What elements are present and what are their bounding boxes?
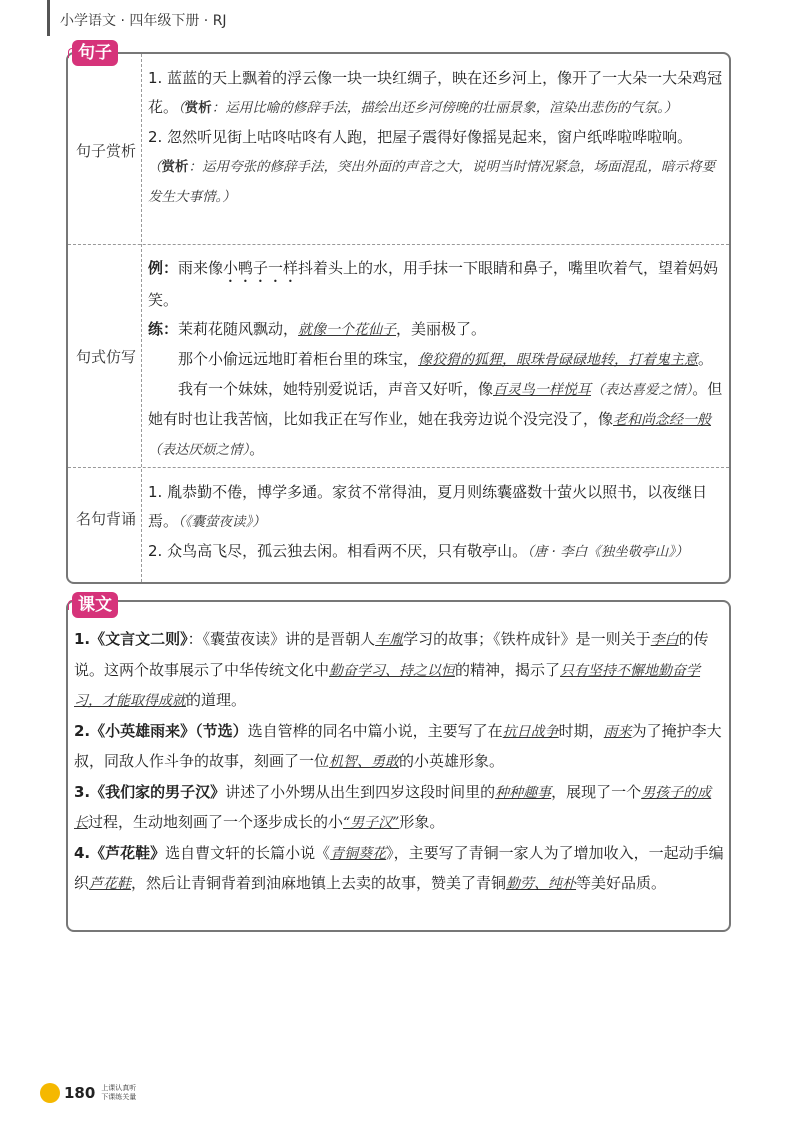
practice-line-1: 练：茉莉花随风飘动，就像一个花仙子，美丽极了。 [148,320,487,338]
row-label-recitation: 名句背诵 [75,510,136,528]
footer-slogan: 上课认真听 下课练关量 [101,1084,137,1101]
quote-1: 1. 胤恭勤不倦，博学多通。家贫不常得油，夏月则练囊盛数十萤火以照书，以夜继日焉。（《囊萤夜读》） [148,483,708,530]
imitation-content [148,254,724,465]
text-item-4: 4.《芦花鞋》选自曹文轩的长篇小说《青铜葵花》，主要写了青铜一家人为了增加收入，一起动手编织芦花鞋，然后让青铜背着到油麻地镇上去卖的故事，赞美了青铜勤劳、纯朴等美好品质。 [74,843,724,892]
row-label-imitation: 句式仿写 [75,348,136,366]
header-vertical-rule [47,0,50,36]
row-divider [68,244,729,245]
texts-content [74,625,724,900]
text-item-2: 2.《小英雄雨来》（节选）选自管桦的同名中篇小说，主要写了在抗日战争时期，雨来为了掩护李大叔，同敌人作斗争的故事，刻画了一位机智、勇敢的小英雄形象。 [74,721,722,770]
practice-line-3: 我有一个妹妹，她特别爱说话，声音又好听，像百灵鸟一样悦耳（表达喜爱之情）。但她有时也让我苦恼，比如我正在写作业，她在我旁边说个没完没了，像老和尚念经一般（表达厌烦之情）。 [148,380,723,458]
quote-2: 2. 众鸟高飞尽，孤云独去闲。相看两不厌，只有敬亭山。（唐 · 李白《独坐敬亭山》） [148,542,689,560]
text-item-3: 3.《我们家的男子汉》讲述了小外甥从出生到四岁这段时间里的种种趣事，展现了一个男孩子的成长过程，生动地刻画了一个逐步成长的小“男子汉”形象。 [74,782,712,831]
example-line: 例：雨来像小鸭子一样抖着头上的水，用手抹一下眼睛和鼻子，嘴里吹着气，望着妈妈笑。 [148,259,719,309]
practice-line-2: 那个小偷远远地盯着柜台里的珠宝，像狡猾的狐狸，眼珠骨碌碌地转，打着鬼主意。 [178,350,714,368]
page-footer [40,1082,136,1104]
column-divider [141,54,142,582]
mascot-icon [40,1083,60,1103]
text-item-1: 1.《文言文二则》：《囊萤夜读》讲的是晋朝人车胤学习的故事；《铁杵成针》是一则关于李白的传说。这两个故事展示了中华传统文化中勤奋学习、持之以恒的精神，揭示了只有坚持不懈地勤奋学习，才能取得成就的道理。 [74,630,709,709]
section-tag-texts: 课文 [72,592,118,618]
recitation-content [148,478,724,567]
page-number: 180 [64,1084,96,1102]
page-header: 小学语文 · 四年级下册 · RJ [60,13,227,29]
section-tag-sentences: 句子 [72,40,118,66]
row-label-appreciation: 句子赏析 [75,142,136,160]
row-divider [68,467,729,468]
sentence-1: 1. 蓝蓝的天上飘着的浮云像一块一块红绸子，映在还乡河上，像开了一大朵一大朵鸡冠花。（赏析：运用比喻的修辞手法，描绘出还乡河傍晚的壮丽景象，渲染出悲伤的气氛。） [148,69,723,116]
sentence-2: 2. 忽然听见街上咕咚咕咚有人跑，把屋子震得好像摇晃起来，窗户纸哗啦哗啦响。 （赏析：运用夸张的修辞手法，突出外面的声音之大，说明当时情况紧急，场面混乱，暗示将要发生大事情。） [148,128,715,205]
appreciation-content [148,64,724,212]
